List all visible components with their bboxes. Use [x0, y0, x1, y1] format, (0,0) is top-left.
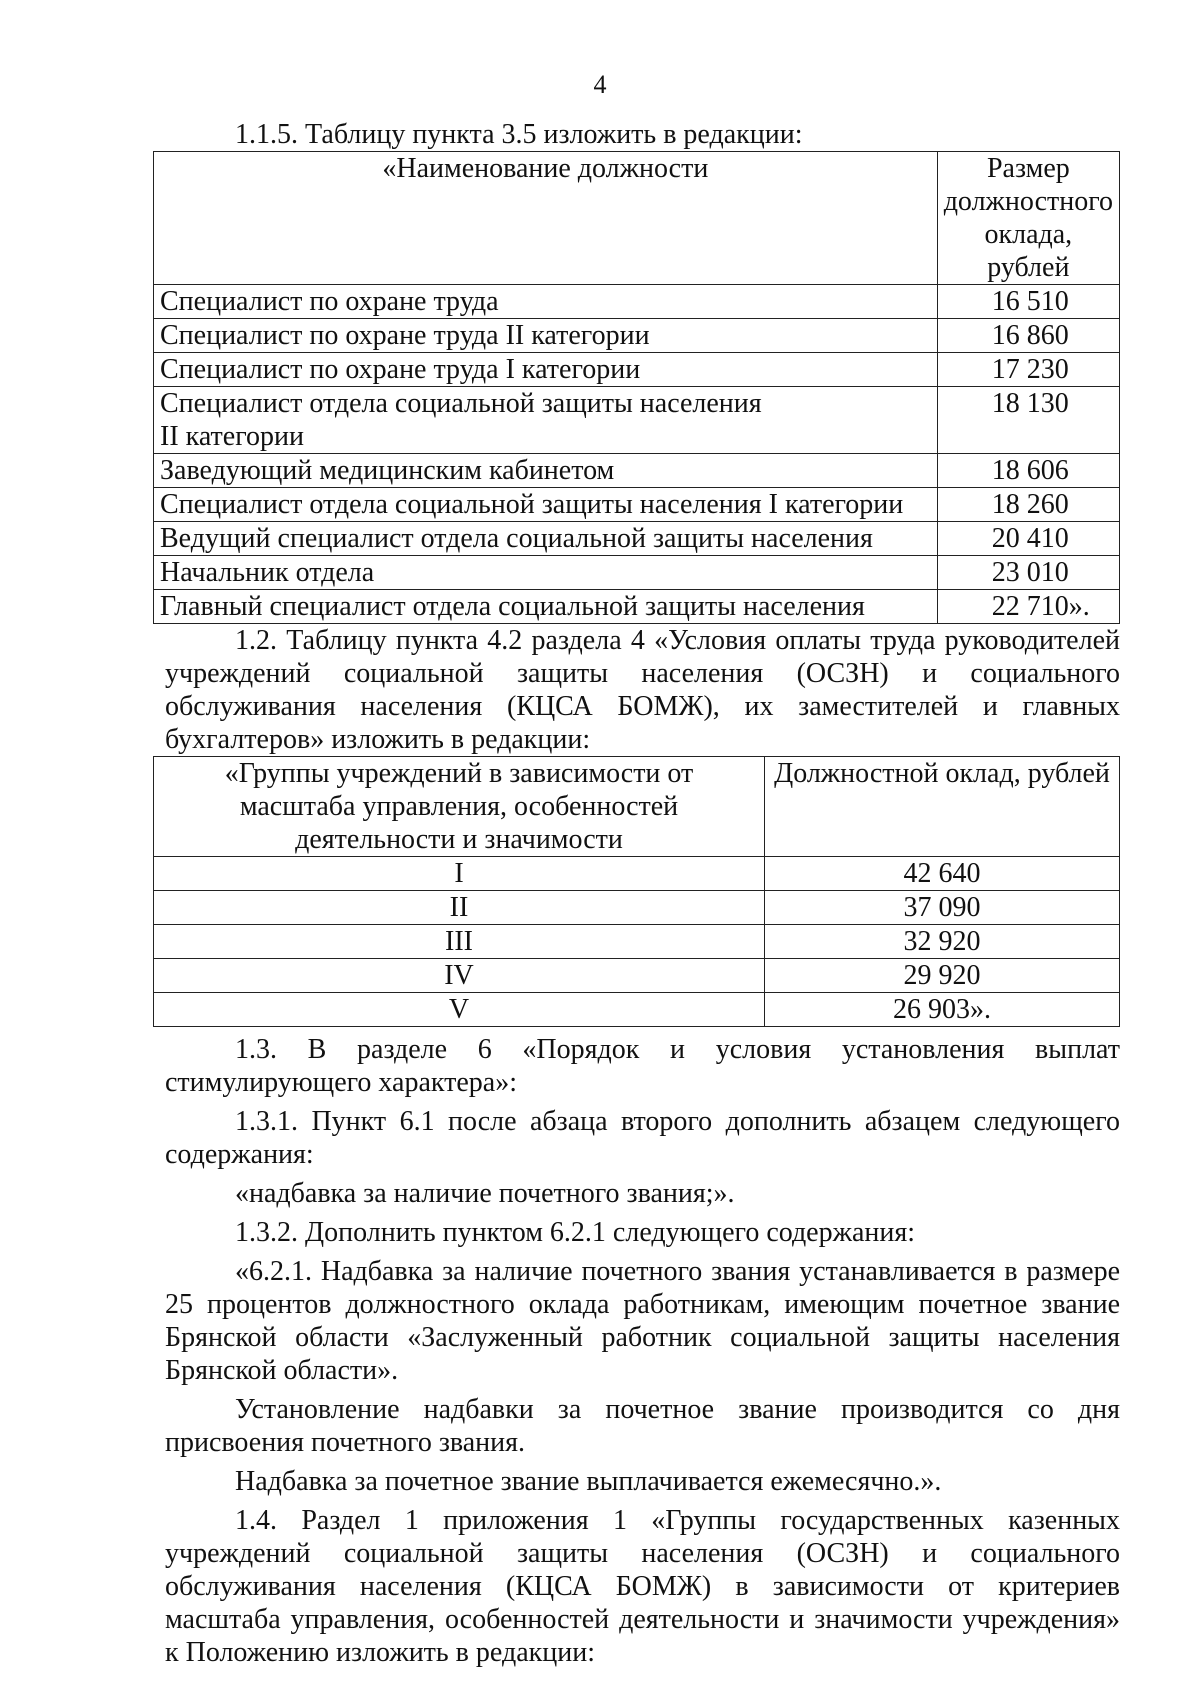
salary-value: 16 860 — [937, 319, 1119, 353]
header-official-salary: Должностной оклад, рублей — [765, 757, 1120, 857]
position-name: Специалист по охране труда II категории — [154, 319, 938, 353]
table-row — [154, 454, 1120, 488]
group-number: II — [154, 891, 765, 925]
paragraph-1-3-1: 1.3.1. Пункт 6.1 после абзаца второго дополнить абзацем следующего содержания: — [165, 1106, 1120, 1170]
group-number: III — [154, 925, 765, 959]
salary-value: 17 230 — [937, 353, 1119, 387]
salary-table-groups — [153, 756, 1120, 1027]
salary-value: 18 606 — [937, 454, 1119, 488]
position-name: Заведующий медицинским кабинетом — [154, 454, 938, 488]
salary-value: 20 410 — [937, 522, 1119, 556]
salary-value: 32 920 — [765, 925, 1120, 959]
table-row — [154, 590, 1120, 624]
paragraph-6-2-1: «6.2.1. Надбавка за наличие почетного звания устанавливается в размере 25 процентов должностного оклада работникам, имеющим почетное звание Брянской области «Заслуженный работник социальной защиты населения Брянской области». — [165, 1256, 1120, 1386]
paragraph-1-3: 1.3. В разделе 6 «Порядок и условия установления выплат стимулирующего характера»: — [165, 1034, 1120, 1098]
document-body — [160, 118, 1120, 1669]
group-number: V — [154, 993, 765, 1027]
position-name: Ведущий специалист отдела социальной защиты населения — [154, 522, 938, 556]
table-row — [154, 319, 1120, 353]
table-row — [154, 993, 1120, 1027]
table-row — [154, 556, 1120, 590]
header-position-name: «Наименование должности — [154, 152, 938, 285]
position-name: Специалист по охране труда I категории — [154, 353, 938, 387]
table-row — [154, 387, 1120, 454]
position-name: Специалист отдела социальной защиты населения II категории — [154, 387, 938, 454]
paragraph-quote-bonus: «надбавка за наличие почетного звания;». — [235, 1178, 735, 1209]
table-row — [154, 857, 1120, 891]
group-number: IV — [154, 959, 765, 993]
position-name: Специалист по охране труда — [154, 285, 938, 319]
salary-value: 42 640 — [765, 857, 1120, 891]
paragraph-bonus-monthly: Надбавка за почетное звание выплачивается ежемесячно.». — [235, 1466, 942, 1497]
salary-value: 18 130 — [937, 387, 1119, 454]
position-name: Главный специалист отдела социальной защиты населения — [154, 590, 938, 624]
table-row — [154, 891, 1120, 925]
salary-value: 29 920 — [765, 959, 1120, 993]
table-header-row — [154, 152, 1120, 285]
salary-value: 18 260 — [937, 488, 1119, 522]
salary-value: 16 510 — [937, 285, 1119, 319]
position-name: Начальник отдела — [154, 556, 938, 590]
table-row — [154, 353, 1120, 387]
group-number: I — [154, 857, 765, 891]
header-institution-groups: «Группы учреждений в зависимости от масштаба управления, особенностей деятельности и значимости — [154, 757, 765, 857]
salary-value: 23 010 — [937, 556, 1119, 590]
paragraph-1-2: 1.2. Таблицу пункта 4.2 раздела 4 «Условия оплаты труда руководителей учреждений социальной защиты населения (ОСЗН) и социального обслуживания населения (КЦСА БОМЖ), их заместителей и главных бухгалтеров» изложить в редакции: — [165, 625, 1120, 755]
table-row — [154, 285, 1120, 319]
table-row — [154, 959, 1120, 993]
paragraph-1-4: 1.4. Раздел 1 приложения 1 «Группы государственных казенных учреждений социальной защиты населения (ОСЗН) и социального обслуживания населения (КЦСА БОМЖ) в зависимости от критериев масштаба управления, особенностей деятельности и значимости учреждения» к Положению изложить в редакции: — [165, 1505, 1120, 1668]
paragraph-1-1-5: 1.1.5. Таблицу пункта 3.5 изложить в редакции: — [235, 119, 803, 150]
page-number: 4 — [593, 70, 607, 99]
paragraph-bonus-establishment: Установление надбавки за почетное звание производится со дня присвоения почетного звания. — [165, 1394, 1120, 1458]
table-row — [154, 522, 1120, 556]
table-row — [154, 488, 1120, 522]
table-header-row — [154, 757, 1120, 857]
salary-value: 26 903». — [765, 993, 1120, 1027]
salary-value: 37 090 — [765, 891, 1120, 925]
header-salary-size: Размер должностного оклада, рублей — [937, 152, 1119, 285]
paragraph-1-3-2: 1.3.2. Дополнить пунктом 6.2.1 следующего содержания: — [235, 1217, 916, 1248]
table-row — [154, 925, 1120, 959]
salary-value: 22 710». — [937, 590, 1119, 624]
salary-table-positions — [153, 151, 1120, 624]
position-name: Специалист отдела социальной защиты населения I категории — [154, 488, 938, 522]
